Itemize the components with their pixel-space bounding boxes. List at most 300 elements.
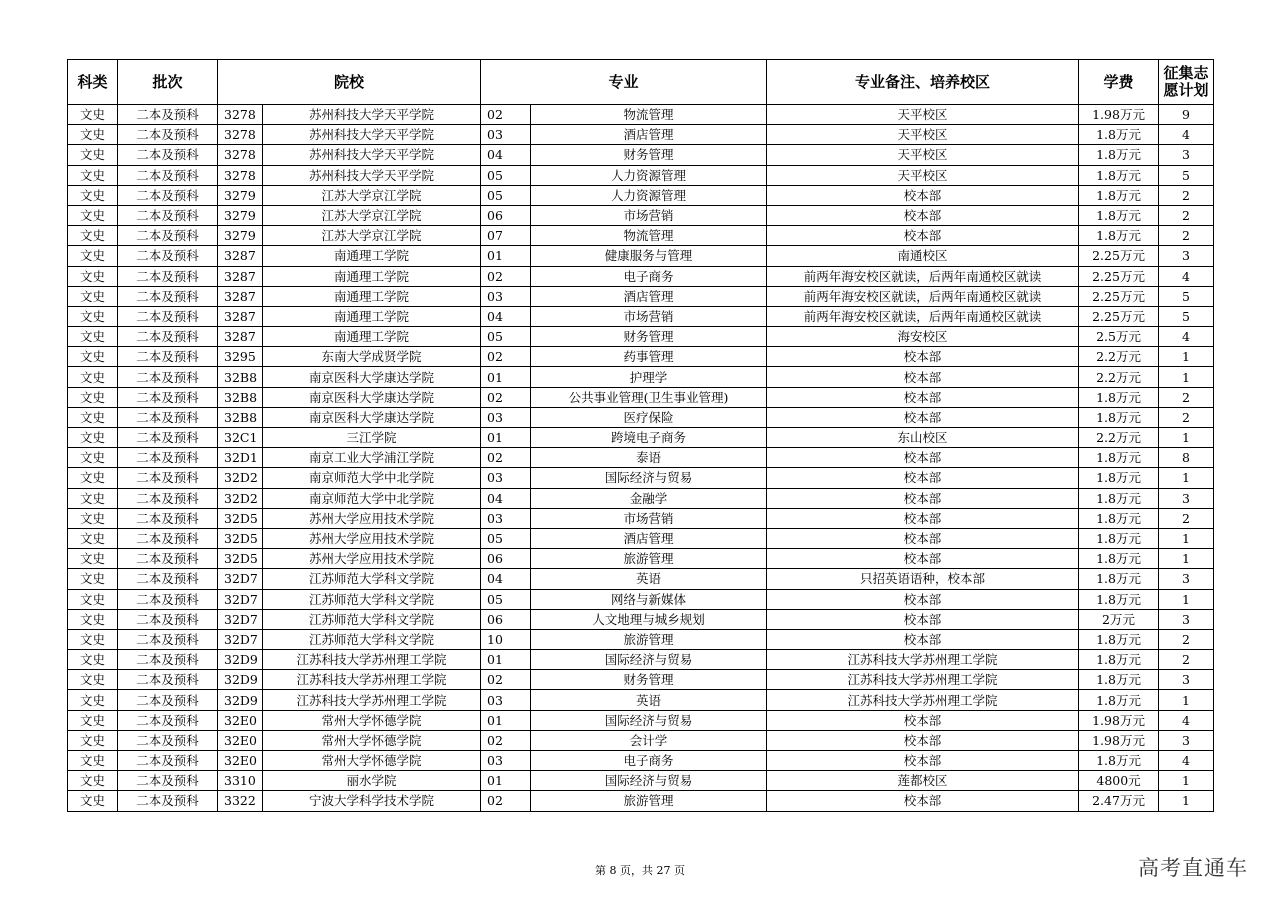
- cell-remarks: 校本部: [767, 347, 1079, 367]
- table-row: [68, 589, 1214, 609]
- cell-major-name: 旅游管理: [531, 549, 767, 569]
- cell-remarks: 南通校区: [767, 246, 1079, 266]
- cell-major-code: 02: [481, 347, 531, 367]
- cell-school-name: 江苏师范大学科文学院: [263, 589, 481, 609]
- table-row: [68, 751, 1214, 771]
- cell-major-name: 公共事业管理(卫生事业管理): [531, 387, 767, 407]
- cell-category: 文史: [68, 528, 118, 548]
- cell-remarks: 江苏科技大学苏州理工学院: [767, 690, 1079, 710]
- cell-major-name: 旅游管理: [531, 629, 767, 649]
- cell-school-code: 32D5: [218, 528, 263, 548]
- cell-school-name: 江苏师范大学科文学院: [263, 569, 481, 589]
- cell-major-code: 05: [481, 528, 531, 548]
- table-body: [68, 105, 1214, 812]
- cell-plan-count: 2: [1159, 205, 1214, 225]
- cell-remarks: 天平校区: [767, 145, 1079, 165]
- table-row: [68, 347, 1214, 367]
- cell-remarks: 前两年海安校区就读，后两年南通校区就读: [767, 286, 1079, 306]
- table-row: [68, 528, 1214, 548]
- table-row: [68, 771, 1214, 791]
- cell-remarks: 前两年海安校区就读，后两年南通校区就读: [767, 266, 1079, 286]
- cell-batch: 二本及预科: [118, 286, 218, 306]
- header-plan-line1: 征集志: [1163, 64, 1209, 82]
- cell-tuition: 1.8万元: [1079, 448, 1159, 468]
- cell-batch: 二本及预科: [118, 105, 218, 125]
- cell-tuition: 1.98万元: [1079, 730, 1159, 750]
- header-plan: [1159, 60, 1214, 105]
- cell-major-code: 04: [481, 488, 531, 508]
- cell-category: 文史: [68, 609, 118, 629]
- cell-major-name: 财务管理: [531, 327, 767, 347]
- cell-plan-count: 1: [1159, 367, 1214, 387]
- cell-school-code: 3279: [218, 185, 263, 205]
- cell-category: 文史: [68, 205, 118, 225]
- cell-major-code: 01: [481, 246, 531, 266]
- cell-plan-count: 2: [1159, 508, 1214, 528]
- cell-plan-count: 4: [1159, 327, 1214, 347]
- header-remarks: 专业备注、培养校区: [767, 60, 1079, 105]
- cell-batch: 二本及预科: [118, 125, 218, 145]
- header-plan-line2: 愿计划: [1163, 81, 1209, 99]
- cell-school-code: 32D5: [218, 549, 263, 569]
- cell-remarks: 校本部: [767, 205, 1079, 225]
- cell-batch: 二本及预科: [118, 528, 218, 548]
- cell-batch: 二本及预科: [118, 205, 218, 225]
- cell-category: 文史: [68, 650, 118, 670]
- cell-tuition: 4800元: [1079, 771, 1159, 791]
- cell-school-name: 常州大学怀德学院: [263, 730, 481, 750]
- cell-category: 文史: [68, 105, 118, 125]
- cell-category: 文史: [68, 387, 118, 407]
- cell-major-name: 酒店管理: [531, 125, 767, 145]
- cell-remarks: 江苏科技大学苏州理工学院: [767, 650, 1079, 670]
- cell-major-code: 01: [481, 367, 531, 387]
- cell-tuition: 1.8万元: [1079, 488, 1159, 508]
- cell-tuition: 1.8万元: [1079, 589, 1159, 609]
- cell-school-name: 南京医科大学康达学院: [263, 387, 481, 407]
- cell-major-name: 泰语: [531, 448, 767, 468]
- cell-remarks: 校本部: [767, 185, 1079, 205]
- cell-remarks: 校本部: [767, 387, 1079, 407]
- cell-major-code: 02: [481, 387, 531, 407]
- cell-category: 文史: [68, 226, 118, 246]
- cell-tuition: 2.5万元: [1079, 327, 1159, 347]
- cell-school-name: 南通理工学院: [263, 266, 481, 286]
- cell-major-code: 02: [481, 266, 531, 286]
- cell-remarks: 校本部: [767, 751, 1079, 771]
- cell-major-code: 07: [481, 226, 531, 246]
- cell-school-name: 江苏科技大学苏州理工学院: [263, 670, 481, 690]
- cell-major-code: 04: [481, 306, 531, 326]
- cell-batch: 二本及预科: [118, 428, 218, 448]
- cell-plan-count: 4: [1159, 710, 1214, 730]
- cell-category: 文史: [68, 690, 118, 710]
- cell-tuition: 1.8万元: [1079, 125, 1159, 145]
- cell-tuition: 2.47万元: [1079, 791, 1159, 811]
- cell-major-name: 药事管理: [531, 347, 767, 367]
- table-row: [68, 407, 1214, 427]
- cell-tuition: 1.98万元: [1079, 105, 1159, 125]
- cell-category: 文史: [68, 549, 118, 569]
- cell-plan-count: 1: [1159, 428, 1214, 448]
- cell-plan-count: 2: [1159, 629, 1214, 649]
- cell-major-code: 03: [481, 125, 531, 145]
- cell-category: 文史: [68, 347, 118, 367]
- table-row: [68, 367, 1214, 387]
- cell-school-code: 32D7: [218, 569, 263, 589]
- cell-tuition: 1.8万元: [1079, 549, 1159, 569]
- cell-category: 文史: [68, 286, 118, 306]
- cell-school-name: 江苏师范大学科文学院: [263, 609, 481, 629]
- cell-major-code: 01: [481, 650, 531, 670]
- cell-tuition: 1.8万元: [1079, 508, 1159, 528]
- cell-major-code: 03: [481, 751, 531, 771]
- cell-tuition: 2.25万元: [1079, 246, 1159, 266]
- cell-major-code: 02: [481, 448, 531, 468]
- cell-school-code: 32E0: [218, 751, 263, 771]
- header-school: 院校: [218, 60, 481, 105]
- cell-batch: 二本及预科: [118, 791, 218, 811]
- table-row: [68, 569, 1214, 589]
- cell-plan-count: 3: [1159, 730, 1214, 750]
- cell-school-name: 江苏大学京江学院: [263, 205, 481, 225]
- cell-remarks: 校本部: [767, 609, 1079, 629]
- cell-tuition: 1.8万元: [1079, 185, 1159, 205]
- cell-school-code: 32D7: [218, 609, 263, 629]
- table-row: [68, 629, 1214, 649]
- cell-major-name: 英语: [531, 569, 767, 589]
- cell-major-name: 市场营销: [531, 508, 767, 528]
- table-row: [68, 266, 1214, 286]
- cell-school-name: 江苏师范大学科文学院: [263, 629, 481, 649]
- cell-category: 文史: [68, 771, 118, 791]
- cell-remarks: 校本部: [767, 407, 1079, 427]
- cell-major-code: 01: [481, 710, 531, 730]
- cell-major-name: 国际经济与贸易: [531, 710, 767, 730]
- cell-tuition: 1.8万元: [1079, 569, 1159, 589]
- cell-major-name: 健康服务与管理: [531, 246, 767, 266]
- cell-school-code: 32D7: [218, 629, 263, 649]
- cell-school-name: 苏州科技大学天平学院: [263, 165, 481, 185]
- cell-school-code: 3287: [218, 286, 263, 306]
- cell-major-name: 会计学: [531, 730, 767, 750]
- cell-tuition: 2.2万元: [1079, 367, 1159, 387]
- cell-batch: 二本及预科: [118, 508, 218, 528]
- table-row: [68, 690, 1214, 710]
- cell-remarks: 校本部: [767, 730, 1079, 750]
- cell-school-code: 3279: [218, 226, 263, 246]
- cell-batch: 二本及预科: [118, 226, 218, 246]
- table-row: [68, 710, 1214, 730]
- cell-remarks: 校本部: [767, 710, 1079, 730]
- cell-major-code: 01: [481, 428, 531, 448]
- cell-batch: 二本及预科: [118, 751, 218, 771]
- cell-major-code: 03: [481, 690, 531, 710]
- table-row: [68, 327, 1214, 347]
- table-row: [68, 286, 1214, 306]
- cell-batch: 二本及预科: [118, 569, 218, 589]
- cell-school-name: 南京医科大学康达学院: [263, 367, 481, 387]
- cell-school-code: 3278: [218, 145, 263, 165]
- page-number: 第 8 页，共 27 页: [595, 864, 685, 877]
- cell-major-name: 英语: [531, 690, 767, 710]
- cell-major-name: 物流管理: [531, 105, 767, 125]
- table-row: [68, 185, 1214, 205]
- cell-plan-count: 2: [1159, 226, 1214, 246]
- cell-school-name: 苏州科技大学天平学院: [263, 105, 481, 125]
- table-row: [68, 670, 1214, 690]
- cell-major-code: 05: [481, 185, 531, 205]
- cell-plan-count: 1: [1159, 347, 1214, 367]
- cell-category: 文史: [68, 589, 118, 609]
- table-row: [68, 549, 1214, 569]
- cell-category: 文史: [68, 468, 118, 488]
- cell-tuition: 2.2万元: [1079, 347, 1159, 367]
- cell-major-name: 物流管理: [531, 226, 767, 246]
- cell-category: 文史: [68, 730, 118, 750]
- cell-school-name: 苏州大学应用技术学院: [263, 528, 481, 548]
- cell-school-name: 苏州大学应用技术学院: [263, 549, 481, 569]
- cell-remarks: 东山校区: [767, 428, 1079, 448]
- cell-major-name: 国际经济与贸易: [531, 650, 767, 670]
- cell-school-name: 南通理工学院: [263, 246, 481, 266]
- cell-tuition: 1.8万元: [1079, 205, 1159, 225]
- cell-tuition: 1.8万元: [1079, 650, 1159, 670]
- cell-major-name: 人力资源管理: [531, 185, 767, 205]
- cell-major-code: 03: [481, 468, 531, 488]
- cell-plan-count: 5: [1159, 286, 1214, 306]
- cell-school-code: 3287: [218, 327, 263, 347]
- cell-category: 文史: [68, 367, 118, 387]
- cell-tuition: 1.8万元: [1079, 165, 1159, 185]
- cell-school-code: 3278: [218, 125, 263, 145]
- table-row: [68, 387, 1214, 407]
- cell-school-name: 南京师范大学中北学院: [263, 488, 481, 508]
- cell-school-code: 32D5: [218, 508, 263, 528]
- cell-remarks: 校本部: [767, 488, 1079, 508]
- cell-major-name: 电子商务: [531, 266, 767, 286]
- cell-plan-count: 4: [1159, 266, 1214, 286]
- cell-batch: 二本及预科: [118, 710, 218, 730]
- cell-remarks: 校本部: [767, 589, 1079, 609]
- cell-tuition: 1.8万元: [1079, 528, 1159, 548]
- cell-category: 文史: [68, 569, 118, 589]
- cell-school-code: 32B8: [218, 387, 263, 407]
- cell-plan-count: 2: [1159, 407, 1214, 427]
- cell-school-code: 32B8: [218, 407, 263, 427]
- cell-major-code: 10: [481, 629, 531, 649]
- cell-school-name: 东南大学成贤学院: [263, 347, 481, 367]
- table-row: [68, 730, 1214, 750]
- cell-category: 文史: [68, 266, 118, 286]
- cell-plan-count: 1: [1159, 791, 1214, 811]
- cell-school-name: 南通理工学院: [263, 306, 481, 326]
- cell-school-code: 32D1: [218, 448, 263, 468]
- cell-category: 文史: [68, 428, 118, 448]
- table-row: [68, 205, 1214, 225]
- cell-batch: 二本及预科: [118, 609, 218, 629]
- cell-major-name: 财务管理: [531, 145, 767, 165]
- table-row: [68, 650, 1214, 670]
- cell-tuition: 2.25万元: [1079, 306, 1159, 326]
- cell-school-code: 3287: [218, 246, 263, 266]
- cell-major-code: 05: [481, 327, 531, 347]
- cell-plan-count: 3: [1159, 569, 1214, 589]
- cell-plan-count: 9: [1159, 105, 1214, 125]
- cell-major-code: 05: [481, 165, 531, 185]
- cell-plan-count: 4: [1159, 751, 1214, 771]
- cell-major-name: 旅游管理: [531, 791, 767, 811]
- table-row: [68, 105, 1214, 125]
- cell-plan-count: 5: [1159, 306, 1214, 326]
- cell-tuition: 1.98万元: [1079, 710, 1159, 730]
- cell-category: 文史: [68, 508, 118, 528]
- cell-plan-count: 2: [1159, 387, 1214, 407]
- cell-major-name: 金融学: [531, 488, 767, 508]
- cell-school-code: 32D2: [218, 468, 263, 488]
- cell-category: 文史: [68, 246, 118, 266]
- cell-category: 文史: [68, 670, 118, 690]
- cell-school-name: 苏州大学应用技术学院: [263, 508, 481, 528]
- cell-plan-count: 3: [1159, 488, 1214, 508]
- cell-batch: 二本及预科: [118, 670, 218, 690]
- cell-school-code: 32E0: [218, 710, 263, 730]
- cell-school-name: 苏州科技大学天平学院: [263, 125, 481, 145]
- cell-school-code: 32B8: [218, 367, 263, 387]
- cell-remarks: 天平校区: [767, 125, 1079, 145]
- cell-major-code: 01: [481, 771, 531, 791]
- cell-tuition: 1.8万元: [1079, 751, 1159, 771]
- cell-school-code: 32C1: [218, 428, 263, 448]
- cell-remarks: 校本部: [767, 549, 1079, 569]
- cell-tuition: 1.8万元: [1079, 690, 1159, 710]
- cell-school-name: 南京师范大学中北学院: [263, 468, 481, 488]
- cell-major-name: 电子商务: [531, 751, 767, 771]
- cell-major-code: 03: [481, 286, 531, 306]
- cell-batch: 二本及预科: [118, 771, 218, 791]
- cell-batch: 二本及预科: [118, 549, 218, 569]
- cell-school-code: 32E0: [218, 730, 263, 750]
- cell-category: 文史: [68, 448, 118, 468]
- cell-batch: 二本及预科: [118, 185, 218, 205]
- table-row: [68, 508, 1214, 528]
- cell-tuition: 1.8万元: [1079, 387, 1159, 407]
- cell-school-name: 江苏科技大学苏州理工学院: [263, 650, 481, 670]
- cell-school-code: 32D9: [218, 670, 263, 690]
- cell-school-code: 3278: [218, 105, 263, 125]
- cell-category: 文史: [68, 185, 118, 205]
- cell-plan-count: 2: [1159, 650, 1214, 670]
- cell-batch: 二本及预科: [118, 407, 218, 427]
- cell-batch: 二本及预科: [118, 347, 218, 367]
- cell-major-code: 06: [481, 609, 531, 629]
- cell-plan-count: 3: [1159, 246, 1214, 266]
- cell-major-name: 酒店管理: [531, 286, 767, 306]
- cell-major-code: 04: [481, 145, 531, 165]
- cell-batch: 二本及预科: [118, 367, 218, 387]
- cell-batch: 二本及预科: [118, 266, 218, 286]
- cell-school-code: 3287: [218, 266, 263, 286]
- cell-plan-count: 4: [1159, 125, 1214, 145]
- cell-major-name: 市场营销: [531, 205, 767, 225]
- cell-school-name: 三江学院: [263, 428, 481, 448]
- table-row: [68, 609, 1214, 629]
- cell-major-name: 酒店管理: [531, 528, 767, 548]
- cell-remarks: 校本部: [767, 508, 1079, 528]
- header-major: 专业: [481, 60, 767, 105]
- cell-major-name: 网络与新媒体: [531, 589, 767, 609]
- watermark-text: 高考直通车: [1138, 856, 1248, 880]
- cell-major-name: 国际经济与贸易: [531, 771, 767, 791]
- cell-batch: 二本及预科: [118, 629, 218, 649]
- cell-plan-count: 3: [1159, 670, 1214, 690]
- cell-tuition: 2.25万元: [1079, 266, 1159, 286]
- cell-tuition: 2万元: [1079, 609, 1159, 629]
- cell-major-code: 02: [481, 105, 531, 125]
- cell-tuition: 1.8万元: [1079, 670, 1159, 690]
- cell-school-code: 3310: [218, 771, 263, 791]
- cell-remarks: 只招英语语种，校本部: [767, 569, 1079, 589]
- cell-batch: 二本及预科: [118, 468, 218, 488]
- cell-category: 文史: [68, 791, 118, 811]
- cell-remarks: 校本部: [767, 468, 1079, 488]
- cell-category: 文史: [68, 751, 118, 771]
- cell-category: 文史: [68, 488, 118, 508]
- cell-remarks: 校本部: [767, 528, 1079, 548]
- cell-remarks: 天平校区: [767, 165, 1079, 185]
- cell-batch: 二本及预科: [118, 690, 218, 710]
- cell-school-code: 32D9: [218, 690, 263, 710]
- cell-major-code: 02: [481, 670, 531, 690]
- table-row: [68, 226, 1214, 246]
- cell-category: 文史: [68, 710, 118, 730]
- cell-school-name: 常州大学怀德学院: [263, 710, 481, 730]
- cell-remarks: 校本部: [767, 367, 1079, 387]
- cell-tuition: 2.25万元: [1079, 286, 1159, 306]
- header-category: 科类: [68, 60, 118, 105]
- table-row: [68, 246, 1214, 266]
- cell-plan-count: 2: [1159, 185, 1214, 205]
- cell-remarks: 天平校区: [767, 105, 1079, 125]
- cell-school-code: 3278: [218, 165, 263, 185]
- cell-school-code: 3287: [218, 306, 263, 326]
- cell-major-name: 跨境电子商务: [531, 428, 767, 448]
- cell-remarks: 校本部: [767, 629, 1079, 649]
- table-header-row: [68, 60, 1214, 105]
- cell-major-name: 人文地理与城乡规划: [531, 609, 767, 629]
- cell-remarks: 校本部: [767, 448, 1079, 468]
- cell-major-code: 03: [481, 407, 531, 427]
- cell-remarks: 莲都校区: [767, 771, 1079, 791]
- header-tuition: 学费: [1079, 60, 1159, 105]
- cell-school-name: 江苏大学京江学院: [263, 226, 481, 246]
- cell-plan-count: 8: [1159, 448, 1214, 468]
- cell-category: 文史: [68, 145, 118, 165]
- cell-major-name: 财务管理: [531, 670, 767, 690]
- cell-plan-count: 1: [1159, 549, 1214, 569]
- table-row: [68, 125, 1214, 145]
- cell-school-name: 南京工业大学浦江学院: [263, 448, 481, 468]
- cell-batch: 二本及预科: [118, 327, 218, 347]
- cell-school-name: 南通理工学院: [263, 286, 481, 306]
- table-row: [68, 791, 1214, 811]
- cell-remarks: 前两年海安校区就读，后两年南通校区就读: [767, 306, 1079, 326]
- cell-plan-count: 3: [1159, 145, 1214, 165]
- cell-school-code: 32D7: [218, 589, 263, 609]
- cell-tuition: 1.8万元: [1079, 407, 1159, 427]
- cell-category: 文史: [68, 407, 118, 427]
- cell-plan-count: 3: [1159, 609, 1214, 629]
